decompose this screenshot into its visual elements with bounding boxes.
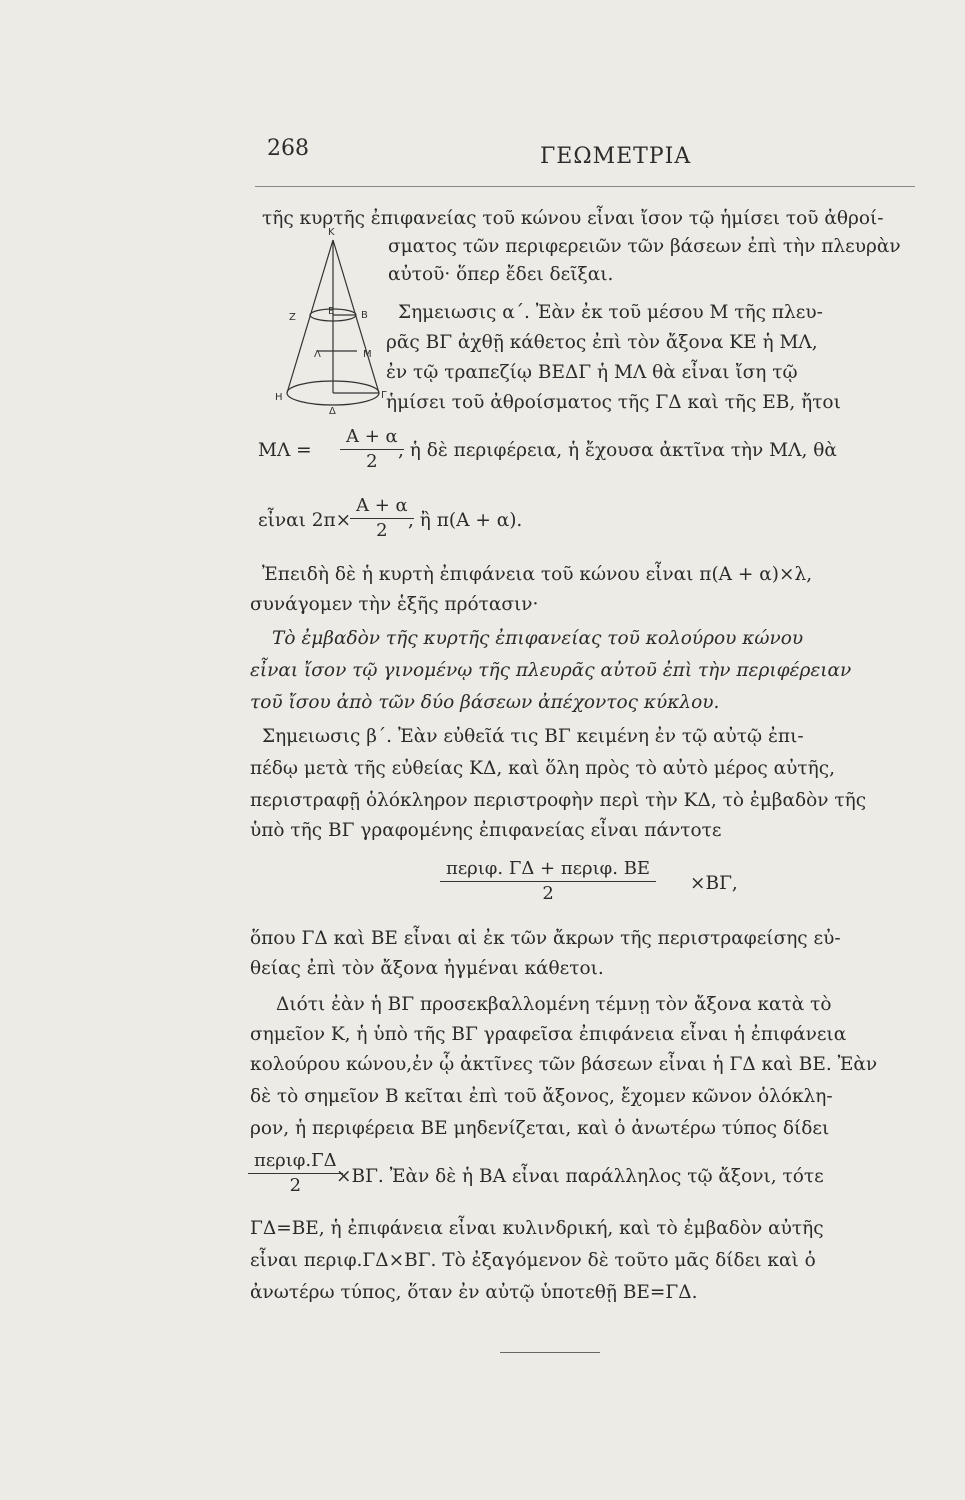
theorem-line: Τὸ ἐμβαδὸν τῆς κυρτῆς ἐπιφανείας τοῦ κολούρου κώνου <box>272 628 804 649</box>
running-title: ΓΕΩΜΕΤΡΙΑ <box>540 144 692 169</box>
text-line: Διότι ἐὰν ἡ ΒΓ προσεκβαλλομένη τέμνῃ τὸν ἄξονα κατὰ τὸ <box>276 994 832 1015</box>
text-line: ρον, ἡ περιφέρεια ΒΕ μηδενίζεται, καὶ ὁ ἀνωτέρω τύπος δίδει <box>250 1118 830 1139</box>
end-rule <box>500 1352 600 1353</box>
text-line: ὑπὸ τῆς ΒΓ γραφομένης ἐπιφανείας εἶναι πάντοτε <box>250 820 722 841</box>
theorem-line: εἶναι ἴσον τῷ γινομένῳ τῆς πλευρᾶς αὐτοῦ ἐπὶ τὴν περιφέρειαν <box>250 660 852 681</box>
label-h: Η <box>275 392 283 403</box>
text-line: θείας ἐπὶ τὸν ἄξονα ἠγμέναι κάθετοι. <box>250 958 604 979</box>
fraction-perimeter-sum-over-2 <box>440 860 656 903</box>
fraction-denominator: 2 <box>542 883 554 904</box>
text-line: αὐτοῦ· ὅπερ ἔδει δεῖξαι. <box>388 264 614 285</box>
formula-ml-lhs: ΜΛ = <box>258 440 312 461</box>
text-line: Ἐπειδὴ δὲ ἡ κυρτὴ ἐπιφάνεια τοῦ κώνου εἶναι π(Α + α)×λ, <box>262 564 813 585</box>
text-line: ×ΒΓ. Ἐὰν δὲ ἡ ΒΑ εἶναι παράλληλος τῷ ἄξονι, τότε <box>336 1166 824 1187</box>
formula-tail: ×ΒΓ, <box>690 873 738 894</box>
fraction-a-plus-a-over-2 <box>340 428 404 471</box>
text-line: σματος τῶν περιφερειῶν τῶν βάσεων ἐπὶ τὴν πλευρὰν <box>388 236 901 257</box>
text-line: πέδῳ μετὰ τῆς εὐθείας ΚΔ, καὶ ὅλη πρὸς τὸ αὐτὸ μέρος αὐτῆς, <box>250 758 835 779</box>
text-line: ἀνωτέρω τύπος, ὅταν ἐν αὐτῷ ὑποτεθῇ ΒΕ=ΓΔ. <box>250 1282 698 1303</box>
text-line: ἐν τῷ τραπεζίῳ ΒΕΔΓ ἡ ΜΛ θὰ εἶναι ἴση τῷ <box>386 362 798 383</box>
text-line: σημεῖον Κ, ἡ ὑπὸ τῆς ΒΓ γραφεῖσα ἐπιφάνεια εἶναι ἡ ἐπιφάνεια <box>250 1024 847 1045</box>
text-line: συνάγομεν τὴν ἑξῆς πρότασιν· <box>250 594 539 615</box>
fraction-denominator: 2 <box>366 451 378 472</box>
fraction-numerator: Α + α <box>350 497 414 519</box>
fraction-denominator: 2 <box>376 520 388 541</box>
frustum-figure <box>275 218 395 418</box>
fraction-numerator: περιφ. ΓΔ + περιφ. ΒΕ <box>440 860 656 882</box>
fraction-numerator: Α + α <box>340 428 404 450</box>
fraction-numerator: περιφ.ΓΔ <box>248 1152 343 1174</box>
text-line: περιστραφῇ ὁλόκληρον περιστροφὴν περὶ τὴν ΚΔ, τὸ ἐμβαδὸν τῆς <box>250 790 867 811</box>
formula-2pi: εἶναι 2π× <box>258 510 352 531</box>
text-line: κολούρου κώνου,ἐν ᾧ ἀκτῖνες τῶν βάσεων εἶναι ἡ ΓΔ καὶ ΒΕ. Ἐὰν <box>250 1054 878 1075</box>
page-header <box>255 130 915 188</box>
text-line: , ἢ π(Α + α). <box>408 510 523 531</box>
text-line: Σημειωσις α΄. Ἐὰν ἐκ τοῦ μέσου Μ τῆς πλευ- <box>398 302 823 323</box>
text-line: ρᾶς ΒΓ ἀχθῇ κάθετος ἐπὶ τὸν ἄξονα ΚΕ ἡ ΜΛ, <box>386 332 818 353</box>
theorem-line: τοῦ ἴσου ἀπὸ τῶν δύο βάσεων ἀπέχοντος κύκλου. <box>250 692 720 713</box>
text-line: ἡμίσει τοῦ ἀθροίσματος τῆς ΓΔ καὶ τῆς ΕΒ, ἤτοι <box>386 392 841 413</box>
fraction-a-plus-a-over-2 <box>350 497 414 540</box>
fraction-denominator: 2 <box>289 1175 302 1196</box>
fraction-perimeter-over-2 <box>248 1152 343 1195</box>
text-line: τῆς κυρτῆς ἐπιφανείας τοῦ κώνου εἶναι ἴσον τῷ ἡμίσει τοῦ ἀθροί- <box>262 208 884 229</box>
text-line: Σημειωσις β΄. Ἐὰν εὐθεῖά τις ΒΓ κειμένη ἐν τῷ αὐτῷ ἐπι- <box>262 726 804 747</box>
text-line: , ἡ δὲ περιφέρεια, ἡ ἔχουσα ἀκτῖνα τὴν ΜΛ, θὰ <box>398 440 837 461</box>
label-e: Ε <box>328 306 335 317</box>
label-m: Μ <box>363 349 372 360</box>
text-line: εἶναι περιφ.ΓΔ×ΒΓ. Τὸ ἐξαγόμενον δὲ τοῦτο μᾶς δίδει καὶ ὁ <box>250 1250 816 1271</box>
label-b: Β <box>361 310 368 321</box>
label-d: Δ <box>329 406 336 417</box>
label-z: Ζ <box>289 312 296 323</box>
text-line: δὲ τὸ σημεῖον Β κεῖται ἐπὶ τοῦ ἄξονος, ἔχομεν κῶνον ὁλόκλη- <box>250 1086 833 1107</box>
label-k: Κ <box>328 227 335 238</box>
header-rule <box>255 186 915 187</box>
label-g: Γ <box>381 390 387 401</box>
text-line: ΓΔ=ΒΕ, ἡ ἐπιφάνεια εἶναι κυλινδρική, καὶ τὸ ἐμβαδὸν αὐτῆς <box>250 1218 824 1239</box>
label-l: Λ <box>314 349 321 360</box>
text-line: ὅπου ΓΔ καὶ ΒΕ εἶναι αἱ ἐκ τῶν ἄκρων τῆς περιστραφείσης εὐ- <box>250 928 841 949</box>
page-number: 268 <box>267 136 309 161</box>
